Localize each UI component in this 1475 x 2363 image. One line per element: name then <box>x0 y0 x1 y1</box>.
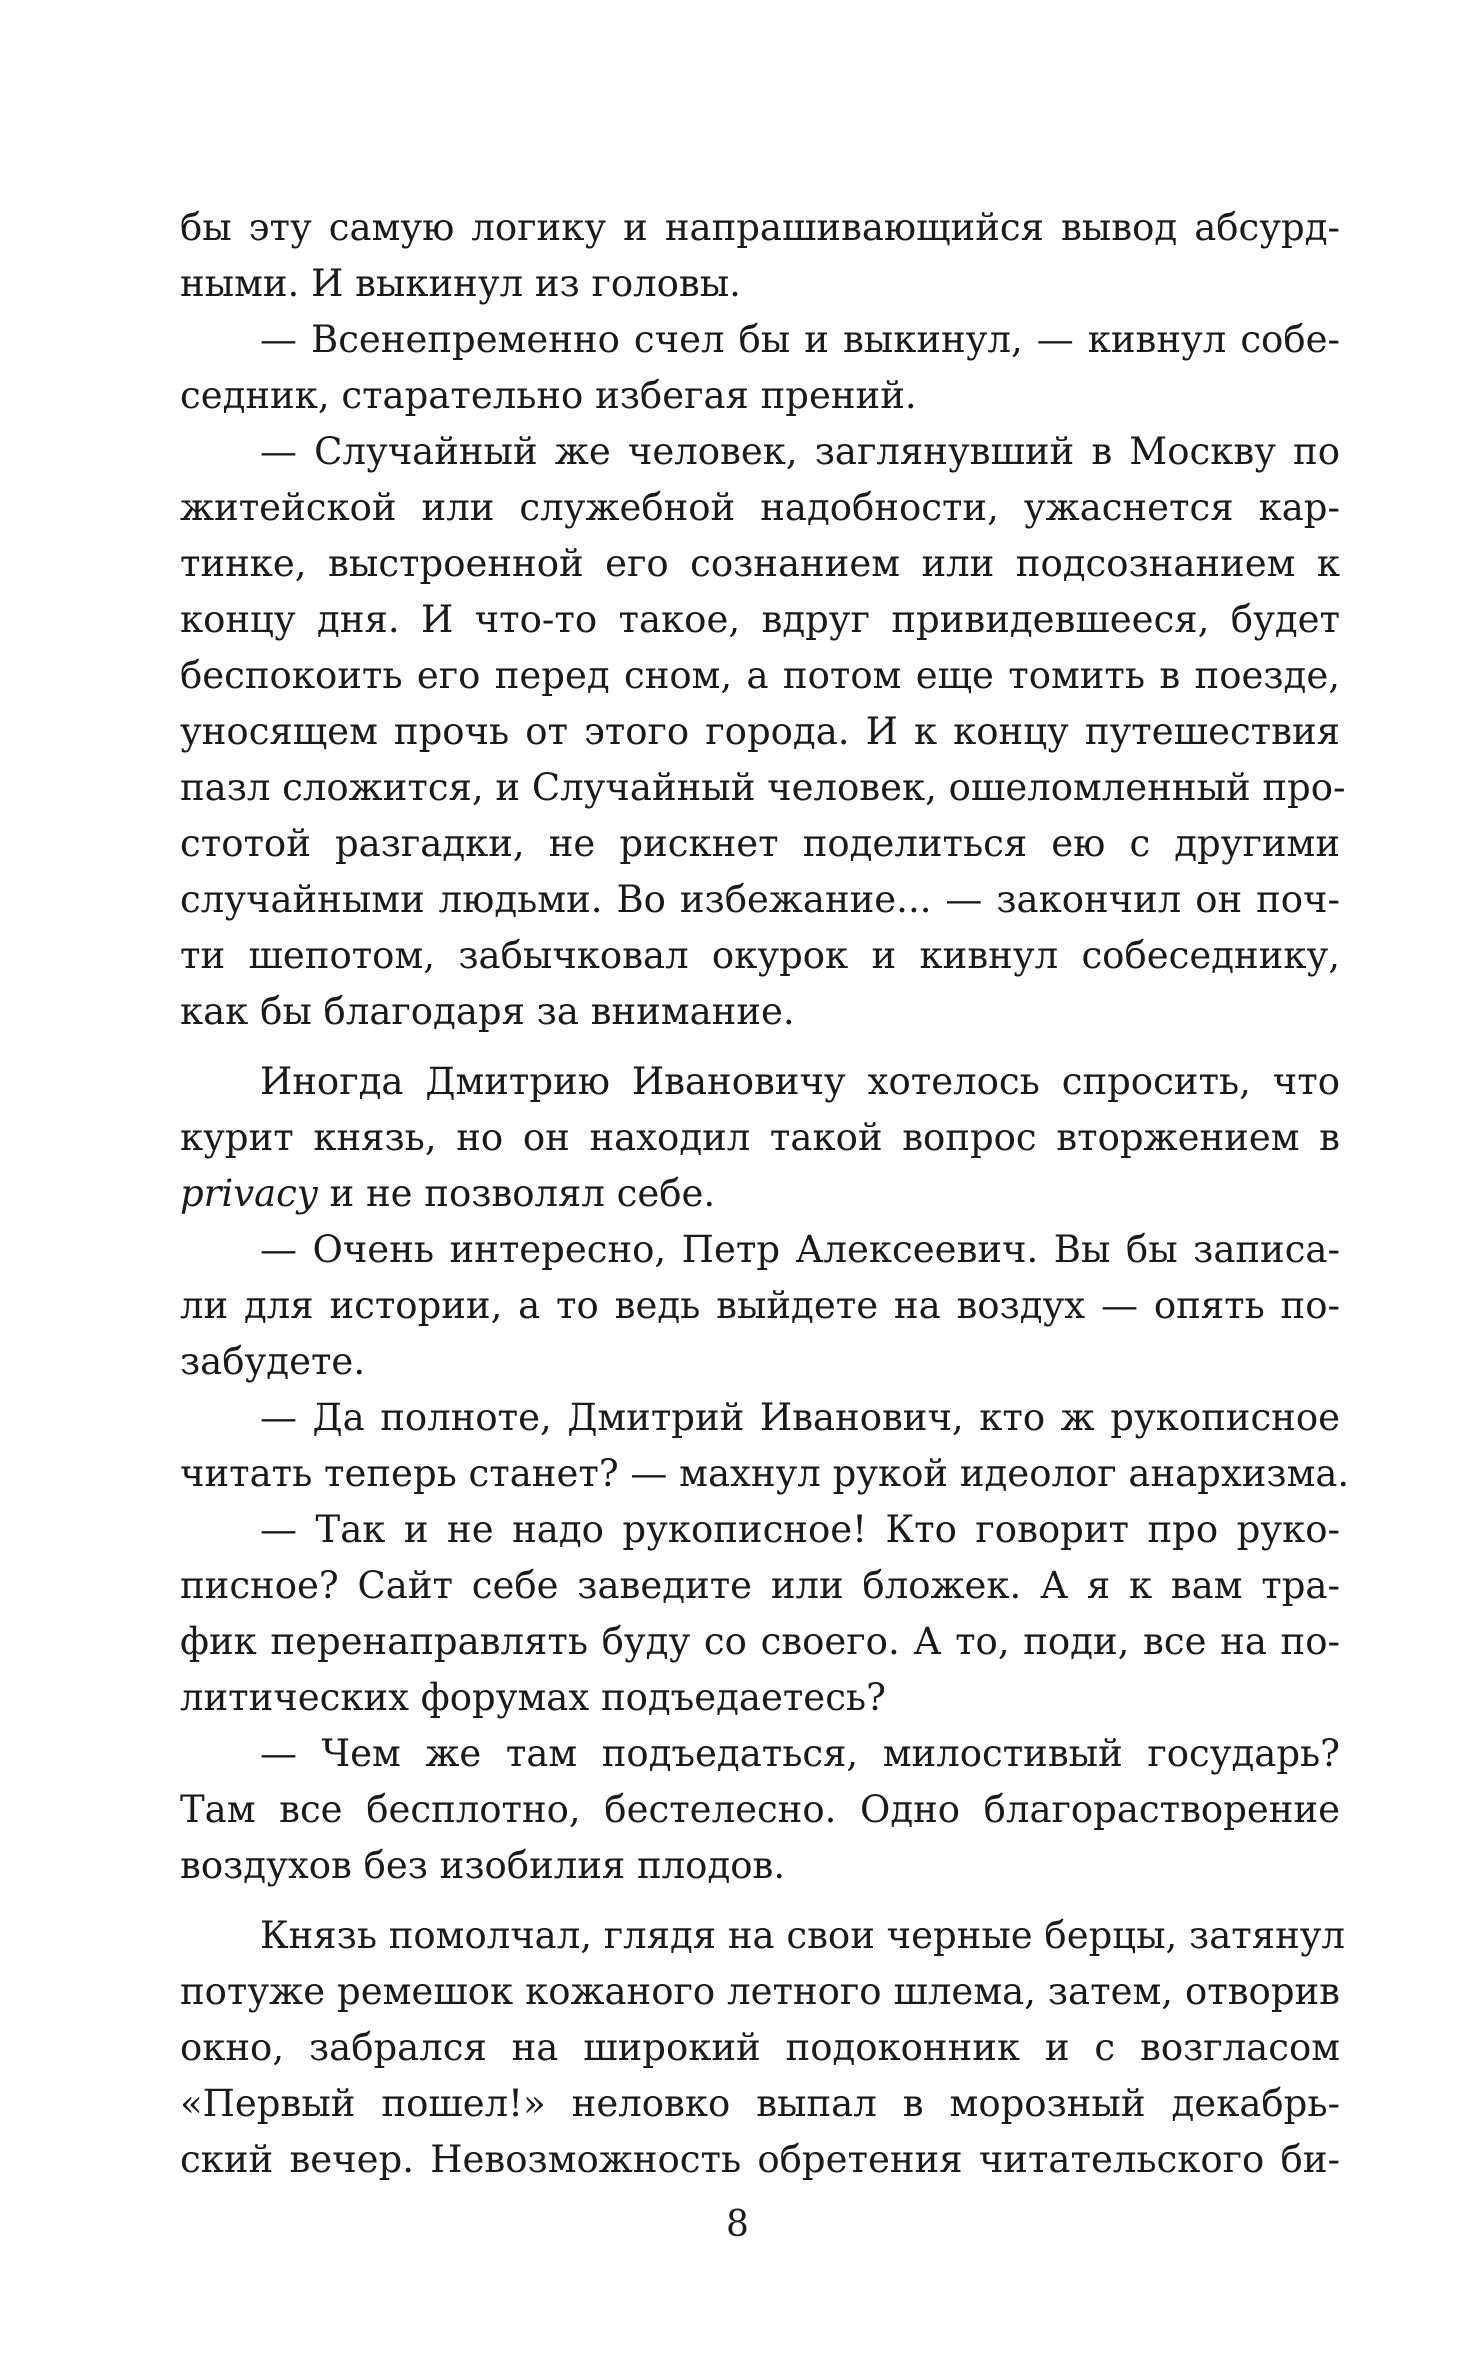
text-line: ли для истории, а то ведь выйдете на воздух — опять по- <box>180 1284 1340 1327</box>
text-line: — Случайный же человек, заглянувший в Москву по <box>260 430 1340 473</box>
text-line: литических форумах подъедаетесь? <box>180 1676 886 1719</box>
page-number: 8 <box>726 2204 749 2245</box>
text-line: читать теперь станет? — махнул рукой идеолог анархизма. <box>180 1452 1350 1495</box>
text-line: — Очень интересно, Петр Алексеевич. Вы бы записа- <box>260 1228 1340 1271</box>
text-line: беспокоить его перед сном, а потом еще томить в поезде, <box>180 654 1340 697</box>
text-line: Князь помолчал, глядя на свои черные берцы, затянул <box>260 1914 1346 1957</box>
text-line: тинке, выстроенной его сознанием или подсознанием к <box>180 542 1340 585</box>
text-line: случайными людьми. Во избежание... — закончил он поч- <box>180 878 1340 921</box>
text-line: потуже ремешок кожаного летного шлема, затем, отворив <box>180 1970 1340 2013</box>
text-line: концу дня. И что-то такое, вдруг привидевшееся, будет <box>180 598 1340 641</box>
text-line: воздухов без изобилия плодов. <box>180 1844 786 1887</box>
text-line: Там все бесплотно, бестелесно. Одно благорастворение <box>180 1788 1340 1831</box>
text-line: — Да полноте, Дмитрий Иванович, кто ж рукописное <box>260 1396 1340 1439</box>
paragraph-gap <box>180 1040 1340 1054</box>
text-line: «Первый пошел!» неловко выпал в морозный декабрь- <box>180 2082 1340 2125</box>
text-line: курит князь, но он находил такой вопрос вторжением в <box>180 1116 1340 1159</box>
text-line: окно, забрался на широкий подоконник и с возгласом <box>180 2026 1340 2069</box>
text-line: — Так и не надо рукописное! Кто говорит про руко- <box>260 1508 1340 1551</box>
text-line: Иногда Дмитрию Ивановичу хотелось спросить, что <box>260 1060 1340 1103</box>
text-line: — Чем же там подъедаться, милостивый государь? <box>260 1732 1340 1775</box>
text-line <box>180 1166 1340 1222</box>
paragraph-gap <box>180 1894 1340 1908</box>
text-line: как бы благодаря за внимание. <box>180 990 795 1033</box>
text-line: забудете. <box>180 1340 366 1383</box>
text-line: — Всенепременно счел бы и выкинул, — кивнул собе- <box>260 318 1340 361</box>
text-line: ти шепотом, забычковал окурок и кивнул собеседнику, <box>180 934 1340 977</box>
text-line: стотой разгадки, не рискнет поделиться ею с другими <box>180 822 1340 865</box>
text-line: бы эту самую логику и напрашивающийся вывод абсурд- <box>180 206 1340 249</box>
text-line: седник, старательно избегая прений. <box>180 374 917 417</box>
body-text <box>180 200 1350 2188</box>
text-line: уносящем прочь от этого города. И к концу путешествия <box>180 710 1340 753</box>
text-line: фик перенаправлять буду со своего. А то, поди, все на по- <box>180 1620 1340 1663</box>
text-line: пазл сложится, и Случайный человек, ошеломленный про- <box>180 766 1346 809</box>
text-line: писное? Сайт себе заведите или бложек. А я к вам тра- <box>180 1564 1340 1607</box>
italic-word: privacy <box>180 1172 318 1215</box>
text-span: и не позволял себе. <box>317 1172 716 1215</box>
text-line: ский вечер. Невозможность обретения читательского би- <box>180 2138 1340 2181</box>
text-line: житейской или служебной надобности, ужаснется кар- <box>180 486 1340 529</box>
text-line: ными. И выкинул из головы. <box>180 262 741 305</box>
